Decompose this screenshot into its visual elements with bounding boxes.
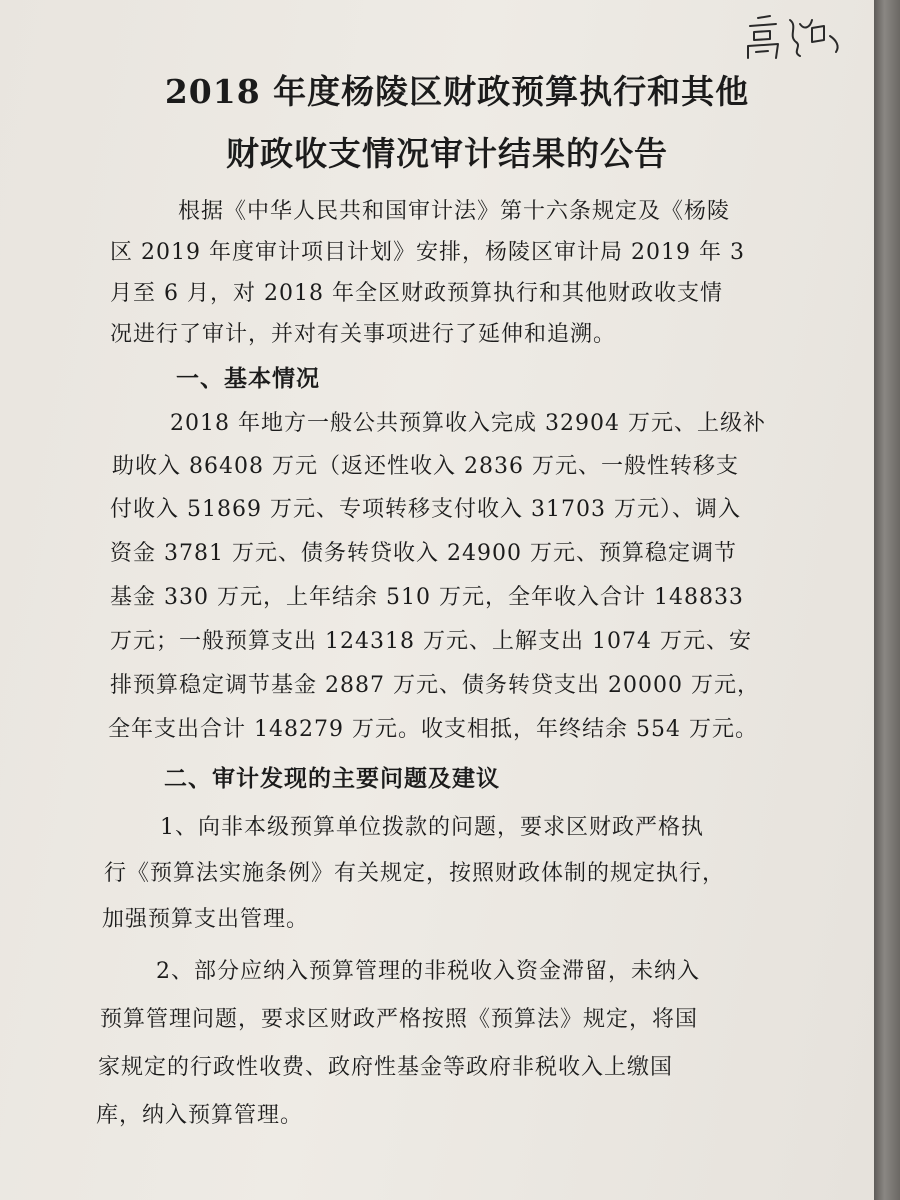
section-1-line-7: 排预算稳定调节基金 2887 万元、债务转贷支出 20000 万元， xyxy=(110,673,760,698)
item-2-line-2: 预算管理问题，要求区财政严格按照《预算法》规定，将国 xyxy=(100,1007,699,1032)
item-2-line-1: 2、部分应纳入预算管理的非税收入资金滞留，未纳入 xyxy=(156,959,700,984)
section-1-line-4: 资金 3781 万元、债务转贷收入 24900 万元、预算稳定调节 xyxy=(110,541,737,566)
section-1-heading: 一、基本情况 xyxy=(176,365,320,392)
section-1-line-6: 万元；一般预算支出 124318 万元、上解支出 1074 万元、安 xyxy=(110,629,752,654)
item-1-line-1: 1、向非本级预算单位拨款的问题，要求区财政严格执 xyxy=(160,815,704,840)
section-1-line-1: 2018 年地方一般公共预算收入完成 32904 万元、上级补 xyxy=(170,411,766,436)
intro-line-4: 况进行了审计，并对有关事项进行了延伸和追溯。 xyxy=(110,322,617,347)
section-2-heading: 二、审计发现的主要问题及建议 xyxy=(164,765,500,792)
intro-line-1: 根据《中华人民共和国审计法》第十六条规定及《杨陵 xyxy=(178,199,731,224)
item-2-line-4: 库，纳入预算管理。 xyxy=(96,1103,304,1128)
item-1-line-3: 加强预算支出管理。 xyxy=(102,907,310,932)
page-edge-shadow xyxy=(874,0,900,1200)
item-2-line-3: 家规定的行政性收费、政府性基金等政府非税收入上缴国 xyxy=(98,1055,674,1080)
handwritten-signature xyxy=(740,6,850,71)
section-1-line-2: 助收入 86408 万元（返还性收入 2836 万元、一般性转移支 xyxy=(112,454,739,479)
section-1-line-8: 全年支出合计 148279 万元。收支相抵，年终结余 554 万元。 xyxy=(108,717,758,742)
document-title-line-2: 财政收支情况审计结果的公告 xyxy=(226,134,668,173)
intro-line-3: 月至 6 月，对 2018 年全区财政预算执行和其他财政收支情 xyxy=(110,281,723,306)
item-1-line-2: 行《预算法实施条例》有关规定，按照财政体制的规定执行， xyxy=(104,861,726,886)
document-title-line-1: 2018 年度杨陵区财政预算执行和其他 xyxy=(164,72,750,111)
section-1-line-5: 基金 330 万元，上年结余 510 万元，全年收入合计 148833 xyxy=(110,585,744,610)
section-1-line-3: 付收入 51869 万元、专项转移支付收入 31703 万元）、调入 xyxy=(110,497,741,522)
intro-line-2: 区 2019 年度审计项目计划》安排，杨陵区审计局 2019 年 3 xyxy=(110,240,745,265)
